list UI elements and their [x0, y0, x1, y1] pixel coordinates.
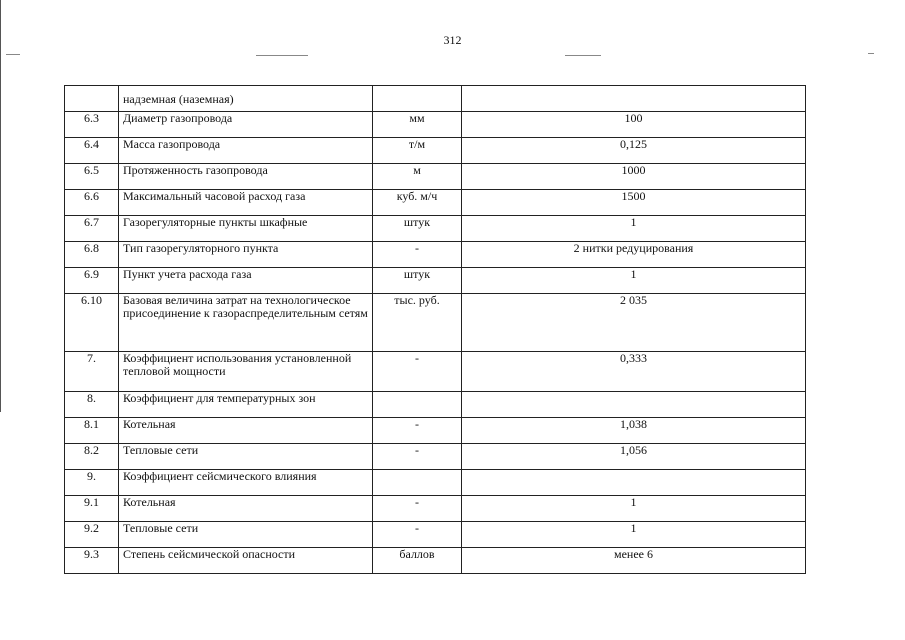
- row-number: 6.7: [65, 216, 119, 242]
- row-name: Пункт учета расхода газа: [119, 268, 373, 294]
- table-row: [65, 522, 806, 548]
- row-number: 9.1: [65, 496, 119, 522]
- row-name: Тепловые сети: [119, 522, 373, 548]
- row-value: [462, 470, 806, 496]
- row-value: 1500: [462, 190, 806, 216]
- row-name: Газорегуляторные пункты шкафные: [119, 216, 373, 242]
- row-name: Коэффициент сейсмического влияния: [119, 470, 373, 496]
- scan-edge-line: [0, 0, 1, 412]
- row-number: 6.3: [65, 112, 119, 138]
- row-number: 6.9: [65, 268, 119, 294]
- row-unit: баллов: [373, 548, 462, 574]
- row-name: Тип газорегуляторного пункта: [119, 242, 373, 268]
- row-value: [462, 392, 806, 418]
- row-unit: [373, 470, 462, 496]
- row-number: 6.5: [65, 164, 119, 190]
- row-name: Масса газопровода: [119, 138, 373, 164]
- table-row: [65, 112, 806, 138]
- row-value: менее 6: [462, 548, 806, 574]
- row-value: 2 035: [462, 294, 806, 352]
- row-unit: -: [373, 242, 462, 268]
- row-name: Максимальный часовой расход газа: [119, 190, 373, 216]
- table-row: [65, 86, 806, 112]
- row-value: 2 нитки редуцирования: [462, 242, 806, 268]
- row-number: 6.6: [65, 190, 119, 216]
- row-number: 6.4: [65, 138, 119, 164]
- table-row: [65, 242, 806, 268]
- row-value: 100: [462, 112, 806, 138]
- row-number: 8.1: [65, 418, 119, 444]
- table-row: [65, 138, 806, 164]
- scan-speck: [565, 55, 601, 56]
- row-name: Диаметр газопровода: [119, 112, 373, 138]
- table-row: [65, 496, 806, 522]
- row-value: 1: [462, 522, 806, 548]
- row-value: 1: [462, 216, 806, 242]
- scan-speck: [6, 54, 20, 55]
- table-row: [65, 190, 806, 216]
- row-value: 1000: [462, 164, 806, 190]
- row-value: 0,125: [462, 138, 806, 164]
- table-row: [65, 294, 806, 352]
- row-name: Тепловые сети: [119, 444, 373, 470]
- row-name: Протяженность газопровода: [119, 164, 373, 190]
- table-row: [65, 216, 806, 242]
- row-value: 1,038: [462, 418, 806, 444]
- row-unit: мм: [373, 112, 462, 138]
- row-number: 8.2: [65, 444, 119, 470]
- scan-speck: [868, 53, 874, 54]
- row-unit: м: [373, 164, 462, 190]
- row-number: 9.2: [65, 522, 119, 548]
- table-row: [65, 268, 806, 294]
- row-number: [65, 86, 119, 112]
- row-unit: штук: [373, 216, 462, 242]
- row-name: Котельная: [119, 418, 373, 444]
- row-name: надземная (наземная): [119, 86, 373, 112]
- table-row: [65, 392, 806, 418]
- row-unit: -: [373, 496, 462, 522]
- row-unit: -: [373, 352, 462, 392]
- row-value: 0,333: [462, 352, 806, 392]
- row-unit: [373, 392, 462, 418]
- row-unit: [373, 86, 462, 112]
- row-unit: тыс. руб.: [373, 294, 462, 352]
- page-number: 312: [443, 33, 462, 47]
- row-name: Котельная: [119, 496, 373, 522]
- table-row: [65, 352, 806, 392]
- row-number: 8.: [65, 392, 119, 418]
- row-unit: -: [373, 522, 462, 548]
- row-unit: -: [373, 418, 462, 444]
- row-value: [462, 86, 806, 112]
- row-value: 1: [462, 268, 806, 294]
- row-number: 9.3: [65, 548, 119, 574]
- row-number: 6.8: [65, 242, 119, 268]
- row-number: 6.10: [65, 294, 119, 352]
- row-unit: штук: [373, 268, 462, 294]
- scan-speck: [256, 55, 308, 56]
- row-unit: -: [373, 444, 462, 470]
- row-number: 7.: [65, 352, 119, 392]
- table-row: [65, 548, 806, 574]
- row-unit: т/м: [373, 138, 462, 164]
- table-row: [65, 164, 806, 190]
- row-value: 1: [462, 496, 806, 522]
- row-unit: куб. м/ч: [373, 190, 462, 216]
- table-row: [65, 470, 806, 496]
- row-name: Коэффициент использования установленной тепловой мощности: [119, 352, 373, 392]
- table-row: [65, 444, 806, 470]
- row-value: 1,056: [462, 444, 806, 470]
- row-name: Коэффициент для температурных зон: [119, 392, 373, 418]
- table-row: [65, 418, 806, 444]
- row-number: 9.: [65, 470, 119, 496]
- row-name: Базовая величина затрат на технологическое присоединение к газораспределительным сетям: [119, 294, 373, 352]
- parameters-table: [64, 85, 806, 574]
- row-name: Степень сейсмической опасности: [119, 548, 373, 574]
